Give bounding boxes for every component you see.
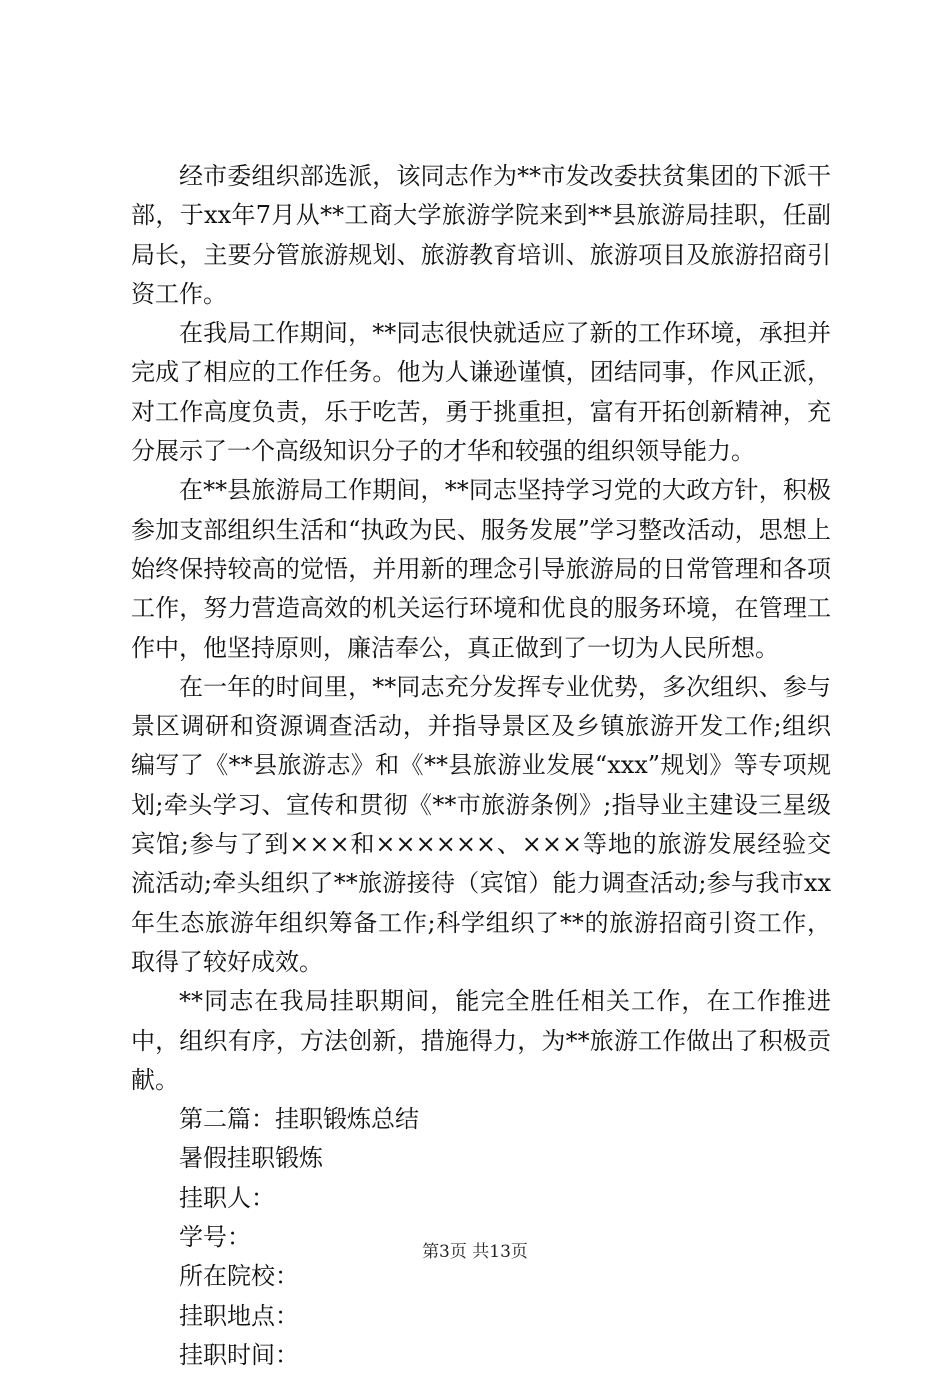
form-label-student-id: 学号： xyxy=(179,1223,251,1252)
form-label-time: 挂职时间： xyxy=(179,1340,299,1369)
paragraph: 经市委组织部选派，该同志作为**市发改委扶贫集团的下派干部，于xx年7月从**工商大学旅游学院来到**县旅游局挂职，任副局长，主要分管旅游规划、旅游教育培训、旅游项目及旅游招商引资工作。 xyxy=(131,162,831,308)
form-label-location: 挂职地点： xyxy=(179,1301,299,1330)
form-label-school: 所在院校： xyxy=(179,1262,299,1291)
paragraph: **同志在我局挂职期间，能完全胜任相关工作，在工作推进中，组织有序，方法创新，措施得力，为**旅游工作做出了积极贡献。 xyxy=(131,987,831,1094)
subheading: 暑假挂职锻炼 xyxy=(179,1144,323,1173)
paragraph: 在一年的时间里，**同志充分发挥专业优势，多次组织、参与景区调研和资源调查活动，并指导景区及乡镇旅游开发工作;组织编写了《**县旅游志》和《**县旅游业发展“xxx”规划》等专项规划;牵头学习、宣传和贯彻《**市旅游条例》;指导业主建设三星级宾馆;参与了到×××和××××××、×××等地的旅游发展经验交流活动;牵头组织了**旅游接待（宾馆）能力调查活动;参与我市xx年生态旅游年组织筹备工作;科学组织了**的旅游招商引资工作，取得了较好成效。 xyxy=(131,672,831,976)
paragraph: 在**县旅游局工作期间，**同志坚持学习党的大政方针，积极参加支部组织生活和“执政为民、服务发展”学习整改活动，思想上始终保持较高的觉悟，并用新的理念引导旅游局的日常管理和各项工作，努力营造高效的机关运行环境和优良的服务环境，在管理工作中，他坚持原则，廉洁奉公，真正做到了一切为人民所想。 xyxy=(131,476,831,662)
section-heading: 第二篇：挂职锻炼总结 xyxy=(179,1105,419,1134)
page-number: 第3页 共13页 xyxy=(422,1242,528,1262)
paragraph: 在我局工作期间，**同志很快就适应了新的工作环境，承担并完成了相应的工作任务。他为人谦逊谨慎，团结同事，作风正派，对工作高度负责，乐于吃苦，勇于挑重担，富有开拓创新精神，充分展示了一个高级知识分子的才华和较强的组织领导能力。 xyxy=(131,319,831,466)
form-label-name: 挂职人： xyxy=(179,1183,275,1212)
document-body xyxy=(131,157,831,1375)
